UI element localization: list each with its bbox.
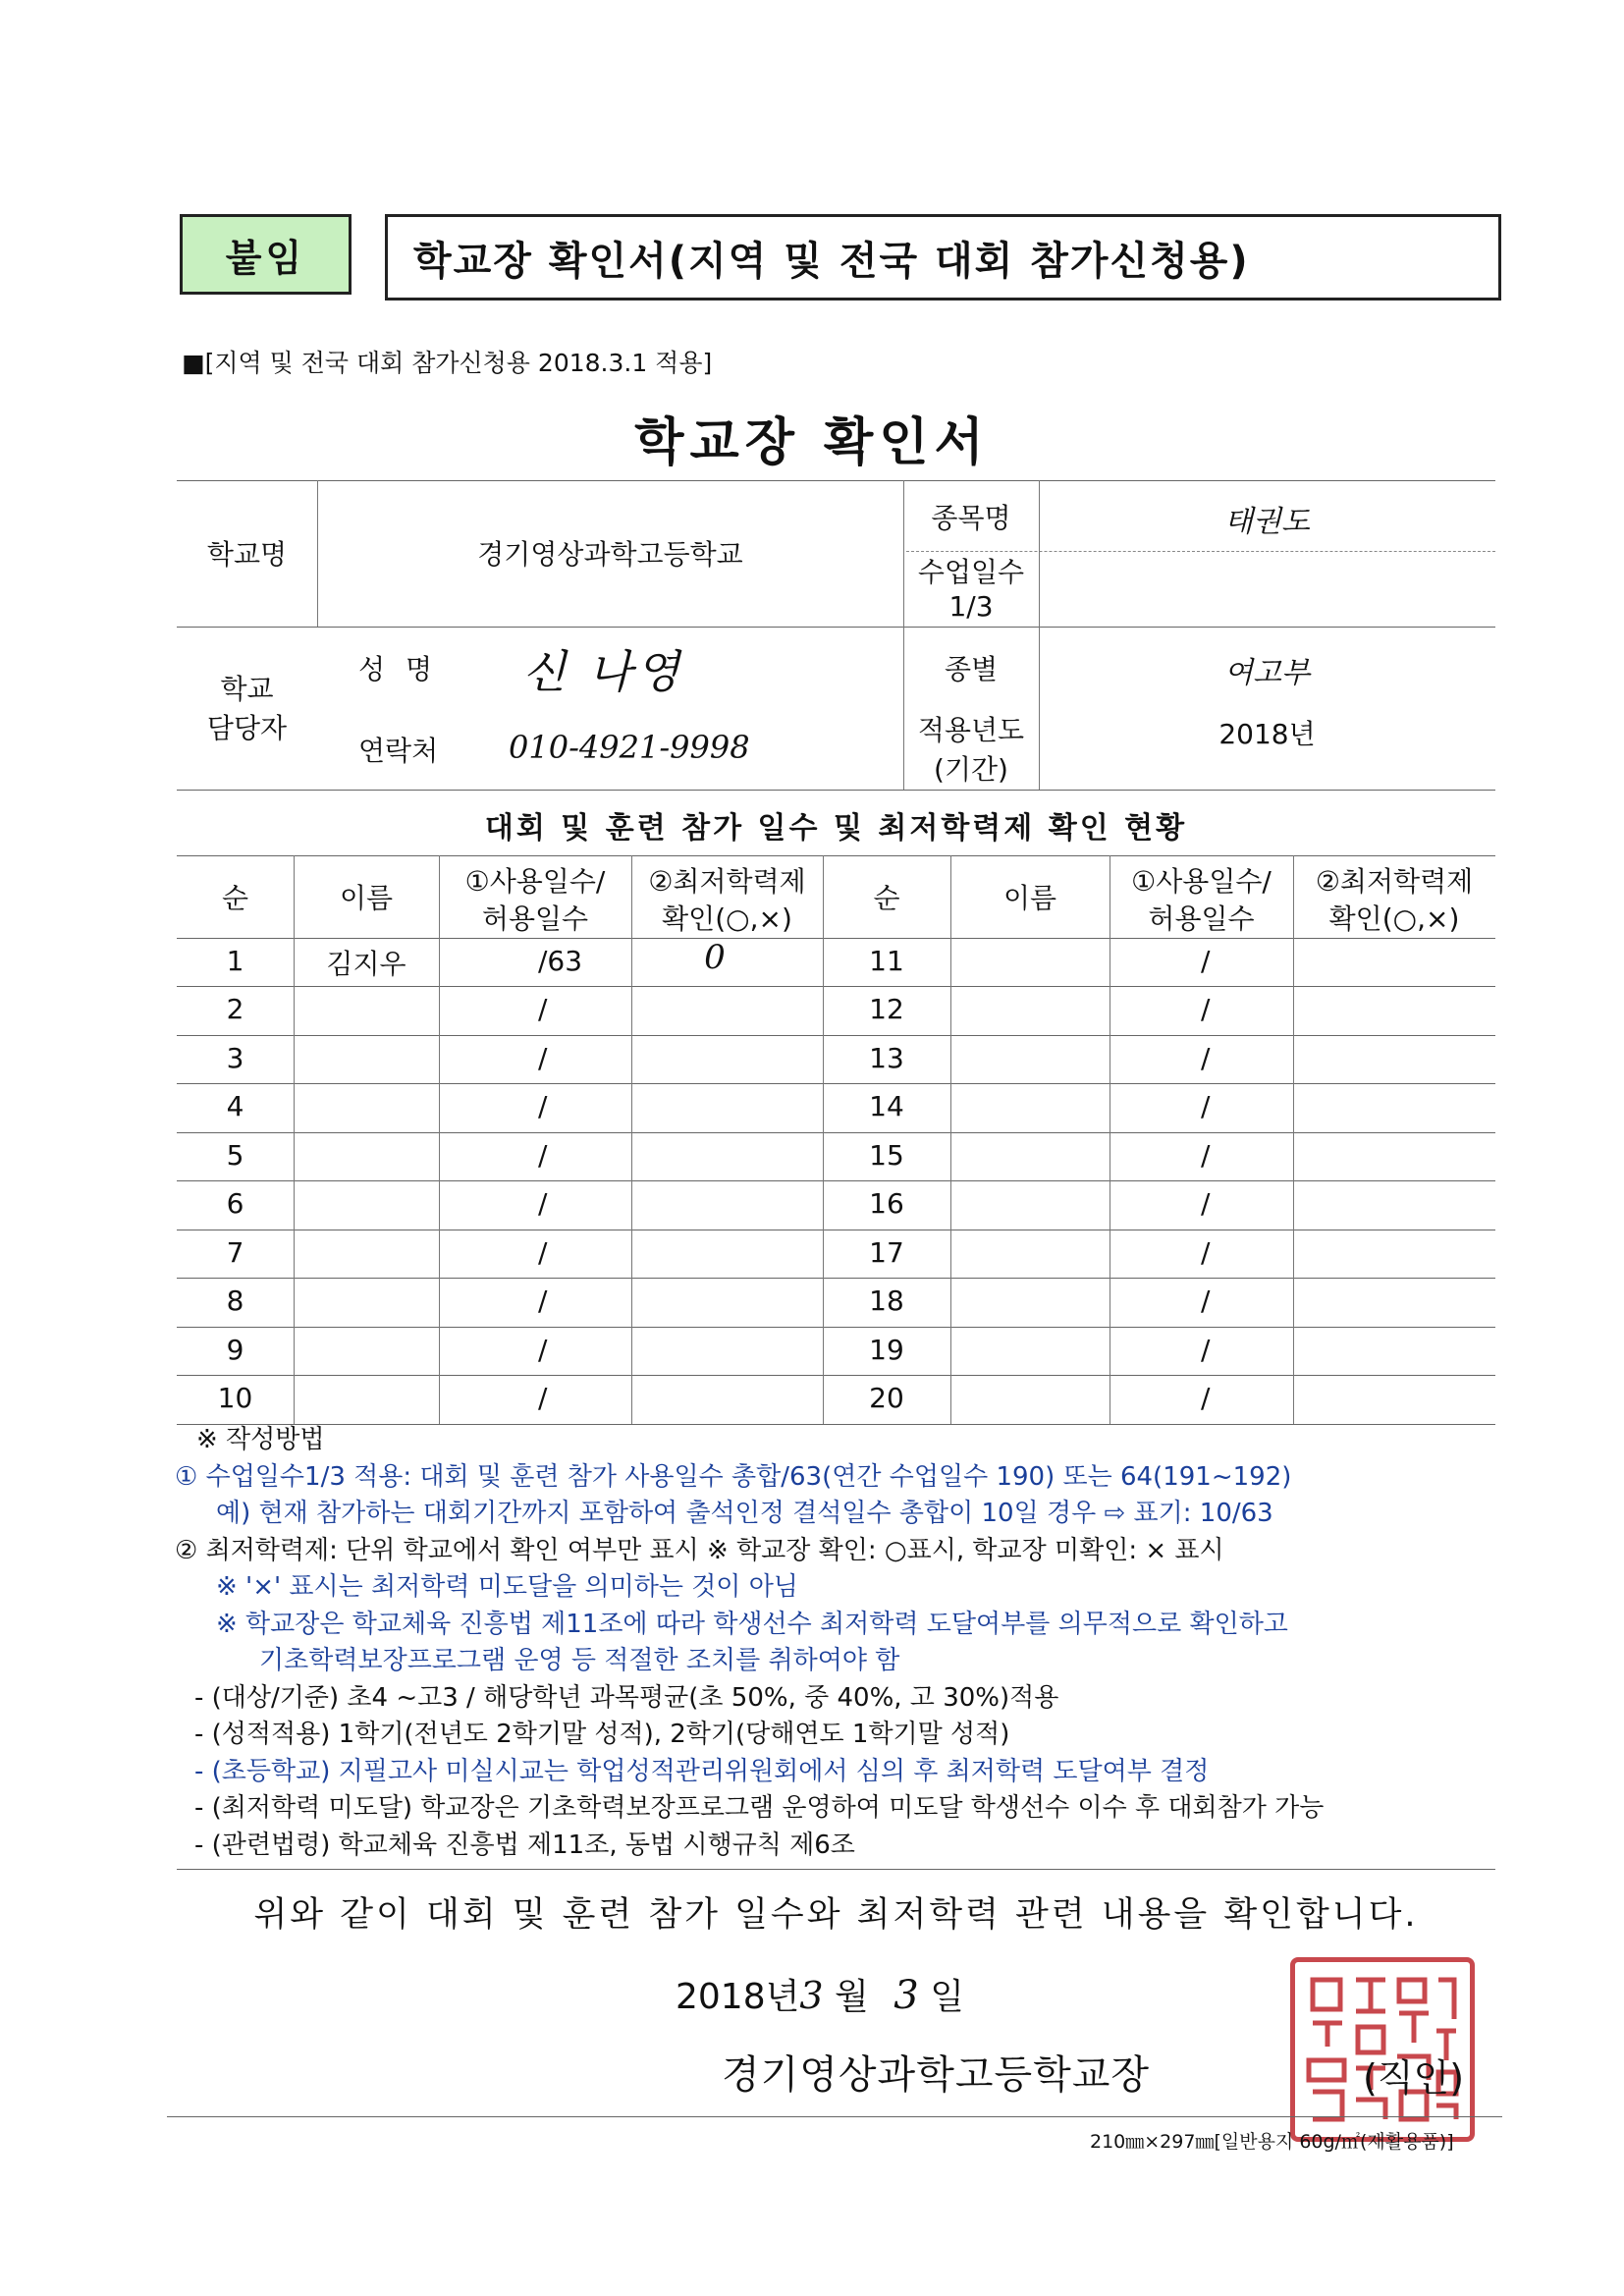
date-day: 3 [893, 1973, 919, 2018]
row-days: / [1201, 1236, 1211, 1269]
row-no: 4 [226, 1090, 244, 1122]
instructions-heading: ※ 작성방법 [196, 1425, 325, 1454]
divider [294, 855, 295, 1424]
col-header-check-2: 확인(○,×) [1328, 902, 1460, 935]
row-days: / [1201, 993, 1211, 1025]
row-no: 3 [226, 1042, 244, 1074]
date-day-unit: 일 [930, 1977, 964, 2017]
divider [177, 1035, 1495, 1036]
col-header-used: ①사용일수/ [464, 865, 606, 898]
row-no: 11 [869, 945, 904, 977]
contact-label: 연락처 [358, 735, 439, 767]
divider [177, 855, 1495, 856]
row-days: / [1201, 1285, 1211, 1317]
divider [177, 480, 1495, 481]
divider [177, 627, 1495, 628]
seal-label: (직인) [1363, 2056, 1465, 2100]
manager-label: 학교 [220, 673, 274, 705]
row-days: / [538, 1090, 548, 1122]
name-value: 신 나영 [522, 645, 683, 698]
divider [177, 1083, 1495, 1084]
col-header-name: 이름 [1002, 882, 1057, 914]
row-no: 10 [217, 1382, 253, 1414]
school-name-value: 경기영상과학고등학교 [477, 538, 743, 571]
row-days: / [1201, 1139, 1211, 1172]
row-days: / [538, 1042, 548, 1074]
row-days: / [538, 1236, 548, 1269]
form-notice: ■[지역 및 전국 대회 참가신청용 2018.3.1 적용] [182, 349, 713, 377]
document-title: 학교장 확인서 [634, 413, 990, 472]
instruction-detail: - (성적적용) 1학기(전년도 2학기말 성적), 2학기(당해연도 1학기말 성적) [194, 1720, 1010, 1749]
divider [177, 986, 1495, 987]
instruction-detail: - (최저학력 미도달) 학교장은 기초학력보장프로그램 운영하여 미도달 학생선수 이수 후 대회참가 가능 [194, 1793, 1325, 1823]
row-days: / [538, 1382, 548, 1414]
date-year: 2018년 [676, 1977, 800, 2017]
row-days: / [1201, 1187, 1211, 1220]
instruction-2-note: ※ '×' 표시는 최저학력 미도달을 의미하는 것이 아님 [216, 1572, 798, 1602]
row-days: / [1201, 1334, 1211, 1366]
row-days: / [538, 993, 548, 1025]
year-value: 2018년 [1218, 718, 1316, 750]
row-days: / [1201, 1090, 1211, 1122]
row-name: 김지우 [326, 948, 406, 980]
row-no: 9 [226, 1334, 244, 1366]
row-no: 15 [869, 1139, 904, 1172]
row-days: / [538, 1187, 548, 1220]
col-header-used-2: 허용일수 [1148, 902, 1255, 935]
instruction-2-note: ※ 학교장은 학교체육 진흥법 제11조에 따라 학생선수 최저학력 도달여부를 의무적으로 확인하고 [216, 1609, 1288, 1639]
header-title: 학교장 확인서(지역 및 전국 대회 참가신청용) [385, 214, 1501, 301]
col-header-check: ②최저학력제 [1315, 865, 1474, 898]
contact-value: 010-4921-9998 [509, 729, 750, 766]
instruction-detail: - (관련법령) 학교체육 진흥법 제11조, 동법 시행규칙 제6조 [194, 1830, 855, 1860]
divider [439, 855, 440, 1424]
principal-name: 경기영상과학고등학교장 [722, 2052, 1151, 2098]
row-days: / [538, 1285, 548, 1317]
row-no: 17 [869, 1236, 904, 1269]
col-header-no: 순 [221, 882, 249, 914]
attachment-tag: 붙임 [180, 214, 352, 295]
category-label: 종별 [944, 653, 999, 685]
instructions [175, 1422, 1324, 1864]
date-month: 3 [799, 1974, 824, 2017]
divider [177, 1132, 1495, 1133]
row-no: 18 [869, 1285, 904, 1317]
divider [177, 1327, 1495, 1328]
school-name-label: 학교명 [206, 538, 288, 571]
row-no: 19 [869, 1334, 904, 1366]
row-no: 13 [869, 1042, 904, 1074]
year-label-2: (기간) [934, 753, 1008, 786]
row-no: 2 [226, 993, 244, 1025]
category-value: 여고부 [1224, 656, 1310, 690]
instruction-1: ① 수업일수1/3 적용: 대회 및 훈련 참가 사용일수 총합/63(연간 수업일수 190) 또는 64(191~192) [175, 1461, 1292, 1492]
divider [167, 2116, 1502, 2117]
row-no: 20 [869, 1382, 904, 1414]
col-header-used-2: 허용일수 [481, 902, 589, 935]
confirmation-statement: 위와 같이 대회 및 훈련 참가 일수와 최저학력 관련 내용을 확인합니다. [253, 1895, 1419, 1935]
sport-label: 종목명 [931, 502, 1011, 534]
row-days: / [1201, 1042, 1211, 1074]
divider [177, 790, 1495, 791]
class-days-ratio: 1/3 [948, 590, 994, 623]
instruction-2-note: 기초학력보장프로그램 운영 등 적절한 조치를 취하여야 함 [259, 1646, 900, 1675]
instruction-detail: - (대상/기준) 초4 ~고3 / 해당학년 과목평균(초 50%, 중 40%, 고 30%)적용 [194, 1682, 1059, 1713]
confirmation-date [676, 1969, 964, 2019]
divider [177, 1869, 1495, 1870]
class-days-label: 수업일수 [917, 556, 1025, 588]
divider [177, 1278, 1495, 1279]
row-check: 0 [704, 938, 726, 977]
divider [1293, 855, 1294, 1424]
section-title: 대회 및 훈련 참가 일수 및 최저학력제 확인 현황 [484, 811, 1188, 846]
col-header-check: ②최저학력제 [648, 865, 806, 898]
instruction-1-example: 예) 현재 참가하는 대회기간까지 포함하여 출석인정 결석일수 총합이 10일 경우 ⇨ 표기: 10/63 [216, 1499, 1273, 1528]
manager-label-2: 담당자 [206, 712, 288, 744]
col-header-used: ①사용일수/ [1131, 865, 1272, 898]
row-no: 14 [869, 1090, 904, 1122]
col-header-check-2: 확인(○,×) [662, 902, 792, 935]
divider [177, 938, 1495, 939]
row-no: 6 [226, 1187, 244, 1220]
name-label: 성 명 [358, 653, 438, 685]
row-days: /63 [538, 945, 583, 977]
row-no: 16 [869, 1187, 904, 1220]
col-header-no: 순 [873, 882, 900, 914]
col-header-name: 이름 [339, 882, 394, 914]
row-days: / [1201, 945, 1211, 977]
row-no: 12 [869, 993, 904, 1025]
divider [177, 1180, 1495, 1181]
divider [177, 1375, 1495, 1376]
sport-value: 태권도 [1224, 505, 1310, 539]
row-days: / [538, 1334, 548, 1366]
date-month-unit: 월 [835, 1977, 869, 2017]
row-no: 7 [226, 1236, 244, 1269]
divider [950, 855, 951, 1424]
row-days: / [1201, 1382, 1211, 1414]
instruction-2: ② 최저학력제: 단위 학교에서 확인 여부만 표시 ※ 학교장 확인: ○표시, 학교장 미확인: × 표시 [175, 1535, 1224, 1565]
row-no: 5 [226, 1139, 244, 1172]
row-no: 1 [226, 945, 244, 977]
instruction-detail: - (초등학교) 지필고사 미실시교는 학업성적관리위원회에서 심의 후 최저학력 도달여부 결정 [194, 1756, 1210, 1786]
paper-spec-footer: 210㎜×297㎜[일반용지 60g/㎡(재활용품)] [1090, 2131, 1454, 2153]
year-label: 적용년도 [917, 714, 1025, 746]
row-days: / [538, 1139, 548, 1172]
row-no: 8 [226, 1285, 244, 1317]
